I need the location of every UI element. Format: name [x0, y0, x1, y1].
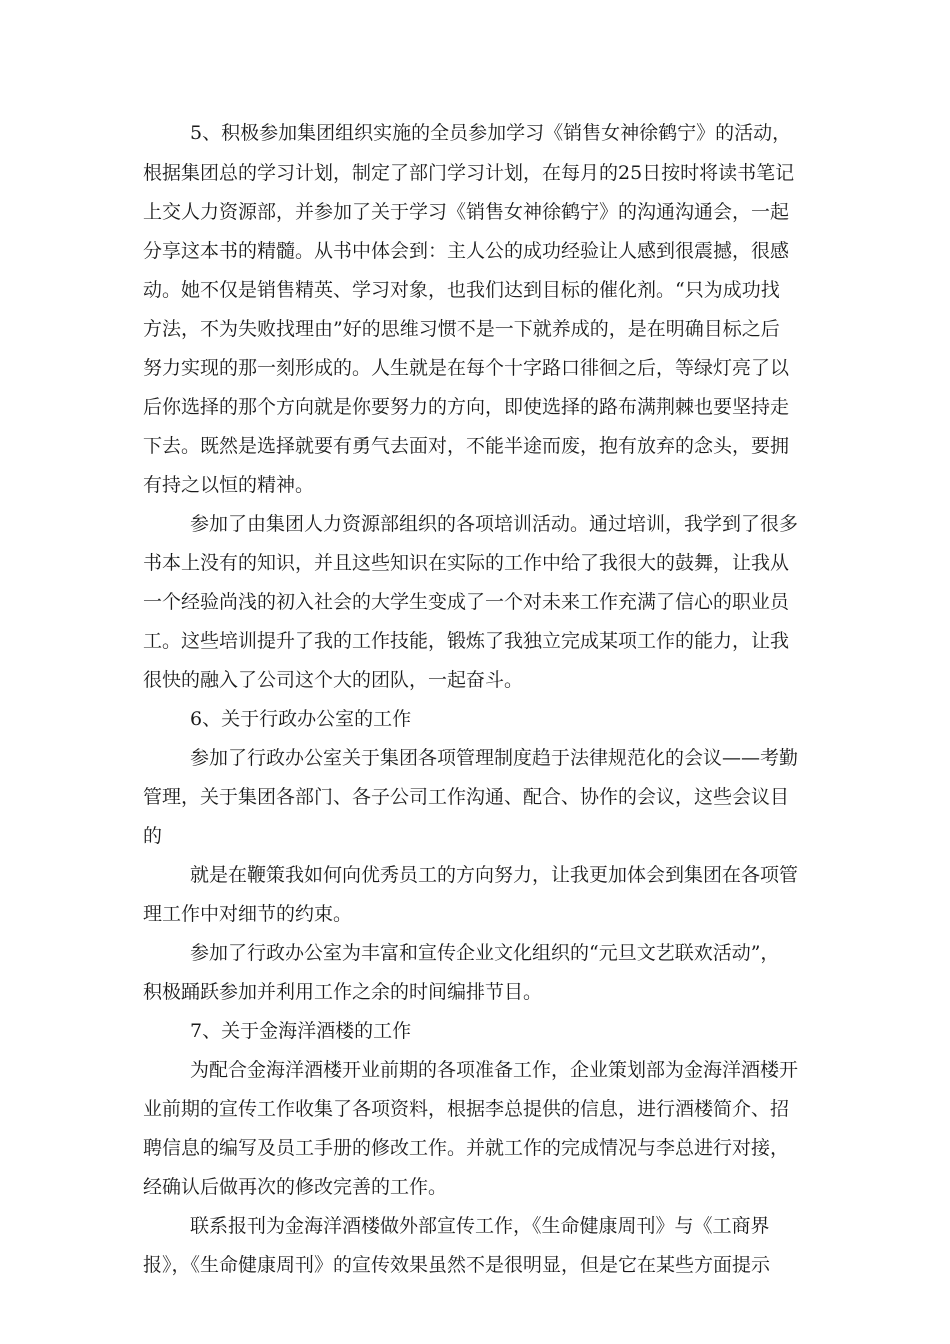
- paragraph-5-line-2: 根据集团总的学习计划，制定了部门学习计划，在每月的25日按时将读书笔记: [143, 162, 795, 184]
- admin-meeting-line-2: 管理，关于集团各部门、各子公司工作沟通、配合、协作的会议，这些会议目: [143, 786, 790, 808]
- restaurant-prep-line-1: 为配合金海洋酒楼开业前期的各项准备工作，企业策划部为金海洋酒楼开: [190, 1059, 799, 1081]
- admin-meeting-line-3: 的: [143, 825, 163, 847]
- paragraph-5-line-7: 努力实现的那一刻形成的。人生就是在每个十字路口徘徊之后，等绿灯亮了以: [143, 357, 790, 379]
- restaurant-prep-line-3: 聘信息的编写及员工手册的修改工作。并就工作的完成情况与李总进行对接，: [143, 1137, 790, 1159]
- paragraph-5-line-4: 分享这本书的精髓。从书中体会到：主人公的成功经验让人感到很震撼，很感: [143, 240, 790, 262]
- new-year-event-line-1: 参加了行政办公室为丰富和宣传企业文化组织的“元旦文艺联欢活动”，: [190, 942, 780, 964]
- paragraph-5-line-10: 有持之以恒的精神。: [143, 474, 315, 496]
- training-paragraph-line-5: 很快的融入了公司这个大的团队，一起奋斗。: [143, 669, 524, 691]
- newspaper-line-1: 联系报刊为金海洋酒楼做外部宣传工作，《生命健康周刊》与《工商界: [190, 1215, 770, 1237]
- training-paragraph-line-2: 书本上没有的知识，并且这些知识在实际的工作中给了我很大的鼓舞，让我从: [143, 552, 790, 574]
- section-heading-6: 6、关于行政办公室的工作: [190, 708, 412, 730]
- new-year-event-line-2: 积极踊跃参加并利用工作之余的时间编排节目。: [143, 981, 543, 1003]
- paragraph-5-line-6: 方法，不为失败找理由”好的思维习惯不是一下就养成的，是在明确目标之后: [143, 318, 780, 340]
- admin-meeting-line-1: 参加了行政办公室关于集团各项管理制度趋于法律规范化的会议——考勤: [190, 747, 799, 769]
- paragraph-5-line-5: 动。她不仅是销售精英、学习对象，也我们达到目标的催化剂。“只为成功找: [143, 279, 780, 301]
- restaurant-prep-line-4: 经确认后做再次的修改完善的工作。: [143, 1176, 448, 1198]
- training-paragraph-line-3: 一个经验尚浅的初入社会的大学生变成了一个对未来工作充满了信心的职业员: [143, 591, 790, 613]
- newspaper-line-2: 报》，《生命健康周刊》的宣传效果虽然不是很明显，但是它在某些方面提示: [143, 1254, 771, 1276]
- training-paragraph-line-4: 工。这些培训提升了我的工作技能，锻炼了我独立完成某项工作的能力，让我: [143, 630, 790, 652]
- admin-purpose-line-1: 就是在鞭策我如何向优秀员工的方向努力，让我更加体会到集团在各项管: [190, 864, 799, 886]
- paragraph-5-line-3: 上交人力资源部，并参加了关于学习《销售女神徐鹤宁》的沟通沟通会，一起: [143, 201, 790, 223]
- paragraph-5-line-8: 后你选择的那个方向就是你要努力的方向，即使选择的路布满荆棘也要坚持走: [143, 396, 790, 418]
- restaurant-prep-line-2: 业前期的宣传工作收集了各项资料，根据李总提供的信息，进行酒楼简介、招: [143, 1098, 790, 1120]
- paragraph-5-line-9: 下去。既然是选择就要有勇气去面对，不能半途而废，抱有放弃的念头，要拥: [143, 435, 790, 457]
- section-heading-7: 7、关于金海洋酒楼的工作: [190, 1020, 412, 1042]
- paragraph-5-line-1: 5、积极参加集团组织实施的全员参加学习《销售女神徐鹤宁》的活动，: [190, 122, 792, 144]
- admin-purpose-line-2: 理工作中对细节的约束。: [143, 903, 353, 925]
- training-paragraph-line-1: 参加了由集团人力资源部组织的各项培训活动。通过培训，我学到了很多: [190, 513, 799, 535]
